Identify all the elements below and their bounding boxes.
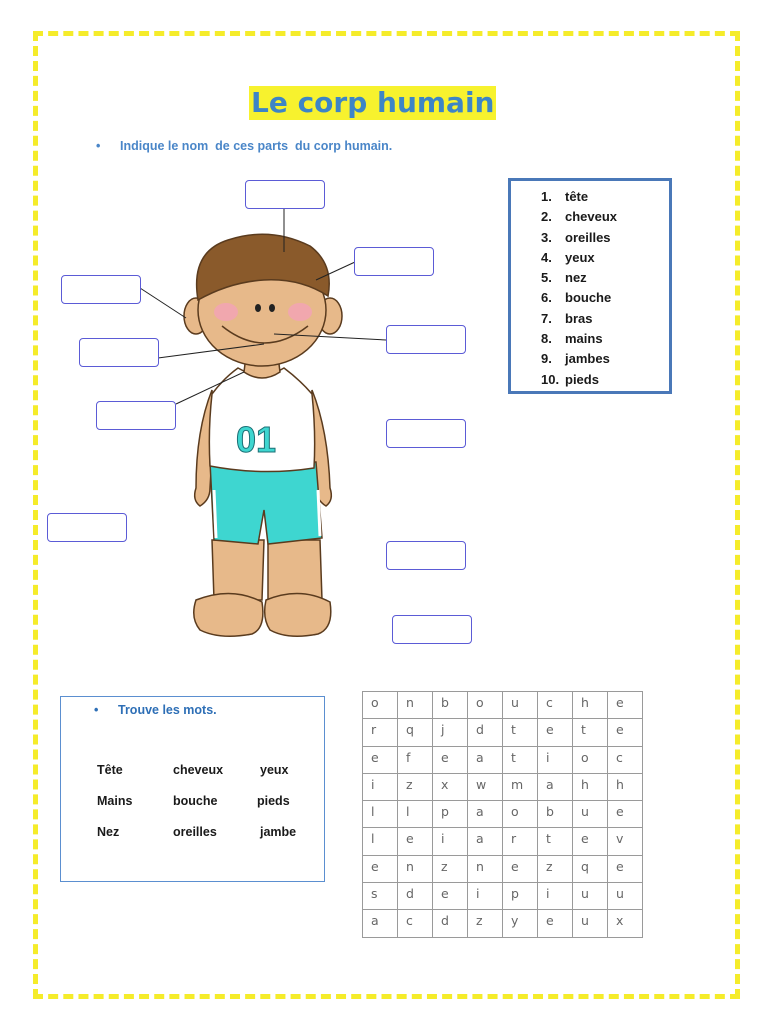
grid-cell[interactable]: e — [538, 910, 573, 937]
list-item: 10. pieds — [541, 371, 599, 387]
grid-cell[interactable]: h — [573, 692, 608, 719]
page-title: Le corp humain — [251, 86, 495, 119]
list-item: 4. yeux — [541, 249, 595, 265]
grid-cell[interactable]: p — [503, 883, 538, 910]
list-item: 2. cheveux — [541, 209, 618, 225]
grid-cell[interactable]: o — [363, 692, 398, 719]
grid-cell[interactable]: j — [433, 719, 468, 746]
label-box-6[interactable] — [96, 401, 176, 430]
grid-cell[interactable]: i — [468, 883, 503, 910]
list-item: 8. mains — [541, 331, 603, 347]
list-item: 1. tête — [541, 189, 589, 204]
grid-cell[interactable]: z — [538, 855, 573, 882]
label-box-7[interactable] — [386, 419, 466, 448]
grid-cell[interactable]: e — [363, 746, 398, 773]
grid-cell[interactable]: e — [608, 801, 643, 828]
grid-cell[interactable]: a — [468, 746, 503, 773]
grid-cell[interactable]: u — [608, 883, 643, 910]
grid-cell[interactable]: b — [433, 692, 468, 719]
bullet-icon: • — [96, 139, 101, 153]
jersey-number: 01 — [235, 419, 277, 460]
grid-row — [363, 828, 643, 855]
find-words-row — [97, 763, 317, 794]
grid-cell[interactable]: t — [538, 828, 573, 855]
label-box-3[interactable] — [61, 275, 141, 304]
grid-cell[interactable]: f — [398, 746, 433, 773]
grid-cell[interactable]: n — [398, 692, 433, 719]
grid-cell[interactable]: e — [573, 828, 608, 855]
grid-cell[interactable]: z — [433, 855, 468, 882]
grid-cell[interactable]: q — [573, 855, 608, 882]
grid-cell[interactable]: a — [363, 910, 398, 937]
grid-cell[interactable]: e — [608, 692, 643, 719]
grid-row — [363, 773, 643, 800]
grid-row — [363, 855, 643, 882]
grid-row — [363, 883, 643, 910]
word-list-box — [508, 178, 672, 394]
find-word: Tête — [97, 763, 123, 777]
grid-cell[interactable]: e — [538, 719, 573, 746]
find-words-row — [97, 794, 317, 825]
grid-cell[interactable]: q — [398, 719, 433, 746]
grid-cell[interactable]: u — [573, 910, 608, 937]
grid-cell[interactable]: o — [468, 692, 503, 719]
grid-cell[interactable]: u — [573, 883, 608, 910]
grid-cell[interactable]: e — [608, 855, 643, 882]
grid-cell[interactable]: c — [398, 910, 433, 937]
grid-cell[interactable]: s — [363, 883, 398, 910]
grid-cell[interactable]: m — [503, 773, 538, 800]
grid-cell[interactable]: r — [503, 828, 538, 855]
grid-cell[interactable]: b — [538, 801, 573, 828]
grid-row — [363, 801, 643, 828]
grid-cell[interactable]: t — [503, 719, 538, 746]
grid-cell[interactable]: l — [363, 801, 398, 828]
grid-cell[interactable]: e — [363, 855, 398, 882]
grid-cell[interactable]: a — [468, 828, 503, 855]
grid-row — [363, 910, 643, 937]
grid-cell[interactable]: u — [503, 692, 538, 719]
grid-cell[interactable]: u — [573, 801, 608, 828]
grid-cell[interactable]: r — [363, 719, 398, 746]
grid-cell[interactable]: l — [363, 828, 398, 855]
grid-cell[interactable]: x — [433, 773, 468, 800]
list-item: 6. bouche — [541, 290, 612, 306]
label-box-2[interactable] — [354, 247, 434, 276]
label-box-10[interactable] — [392, 615, 472, 644]
grid-cell[interactable]: o — [503, 801, 538, 828]
grid-cell[interactable]: l — [398, 801, 433, 828]
grid-row — [363, 746, 643, 773]
label-box-1[interactable] — [245, 180, 325, 209]
grid-cell[interactable]: w — [468, 773, 503, 800]
grid-cell[interactable]: i — [538, 883, 573, 910]
grid-cell[interactable]: n — [468, 855, 503, 882]
instruction-text: Indique le nom de ces parts du corp humain. — [120, 139, 393, 153]
grid-cell[interactable]: t — [573, 719, 608, 746]
grid-cell[interactable]: c — [608, 746, 643, 773]
grid-cell[interactable]: e — [398, 828, 433, 855]
find-word: Nez — [97, 825, 120, 839]
grid-cell[interactable]: c — [538, 692, 573, 719]
grid-cell[interactable]: h — [608, 773, 643, 800]
grid-cell[interactable]: n — [398, 855, 433, 882]
word-search-grid — [362, 691, 643, 938]
find-words-title: • Trouve les mots. — [94, 703, 217, 717]
grid-cell[interactable]: t — [503, 746, 538, 773]
bullet-icon: • — [94, 703, 99, 717]
grid-cell[interactable]: v — [608, 828, 643, 855]
grid-cell[interactable]: z — [398, 773, 433, 800]
grid-cell[interactable]: d — [398, 883, 433, 910]
find-words-box — [60, 696, 325, 882]
grid-cell[interactable]: x — [608, 910, 643, 937]
find-word: pieds — [257, 794, 290, 808]
grid-cell[interactable]: d — [433, 910, 468, 937]
find-words-list — [97, 763, 317, 856]
grid-row — [363, 692, 643, 719]
grid-cell[interactable]: e — [608, 719, 643, 746]
grid-cell[interactable]: i — [363, 773, 398, 800]
list-item: 5. nez — [541, 270, 587, 286]
grid-cell[interactable]: p — [433, 801, 468, 828]
find-word: yeux — [260, 763, 289, 777]
label-box-8[interactable] — [47, 513, 127, 542]
find-word: cheveux — [173, 763, 224, 777]
find-word: jambe — [260, 825, 297, 839]
list-item: 7. bras — [541, 310, 593, 326]
grid-cell[interactable]: i — [433, 828, 468, 855]
list-item: 3. oreilles — [541, 229, 611, 245]
grid-cell[interactable]: o — [573, 746, 608, 773]
grid-cell[interactable]: y — [503, 910, 538, 937]
grid-cell[interactable]: e — [503, 855, 538, 882]
find-word: Mains — [97, 794, 133, 808]
grid-cell[interactable]: a — [468, 801, 503, 828]
find-words-row — [97, 825, 317, 856]
label-box-4[interactable] — [386, 325, 466, 354]
find-word: bouche — [173, 794, 218, 808]
label-box-5[interactable] — [79, 338, 159, 367]
grid-cell[interactable]: e — [433, 883, 468, 910]
label-box-9[interactable] — [386, 541, 466, 570]
list-item: 9. jambes — [541, 351, 610, 367]
grid-cell[interactable]: a — [538, 773, 573, 800]
grid-cell[interactable]: z — [468, 910, 503, 937]
find-word: oreilles — [173, 825, 217, 839]
grid-cell[interactable]: d — [468, 719, 503, 746]
grid-cell[interactable]: i — [538, 746, 573, 773]
grid-row — [363, 719, 643, 746]
grid-cell[interactable]: h — [573, 773, 608, 800]
grid-cell[interactable]: e — [433, 746, 468, 773]
